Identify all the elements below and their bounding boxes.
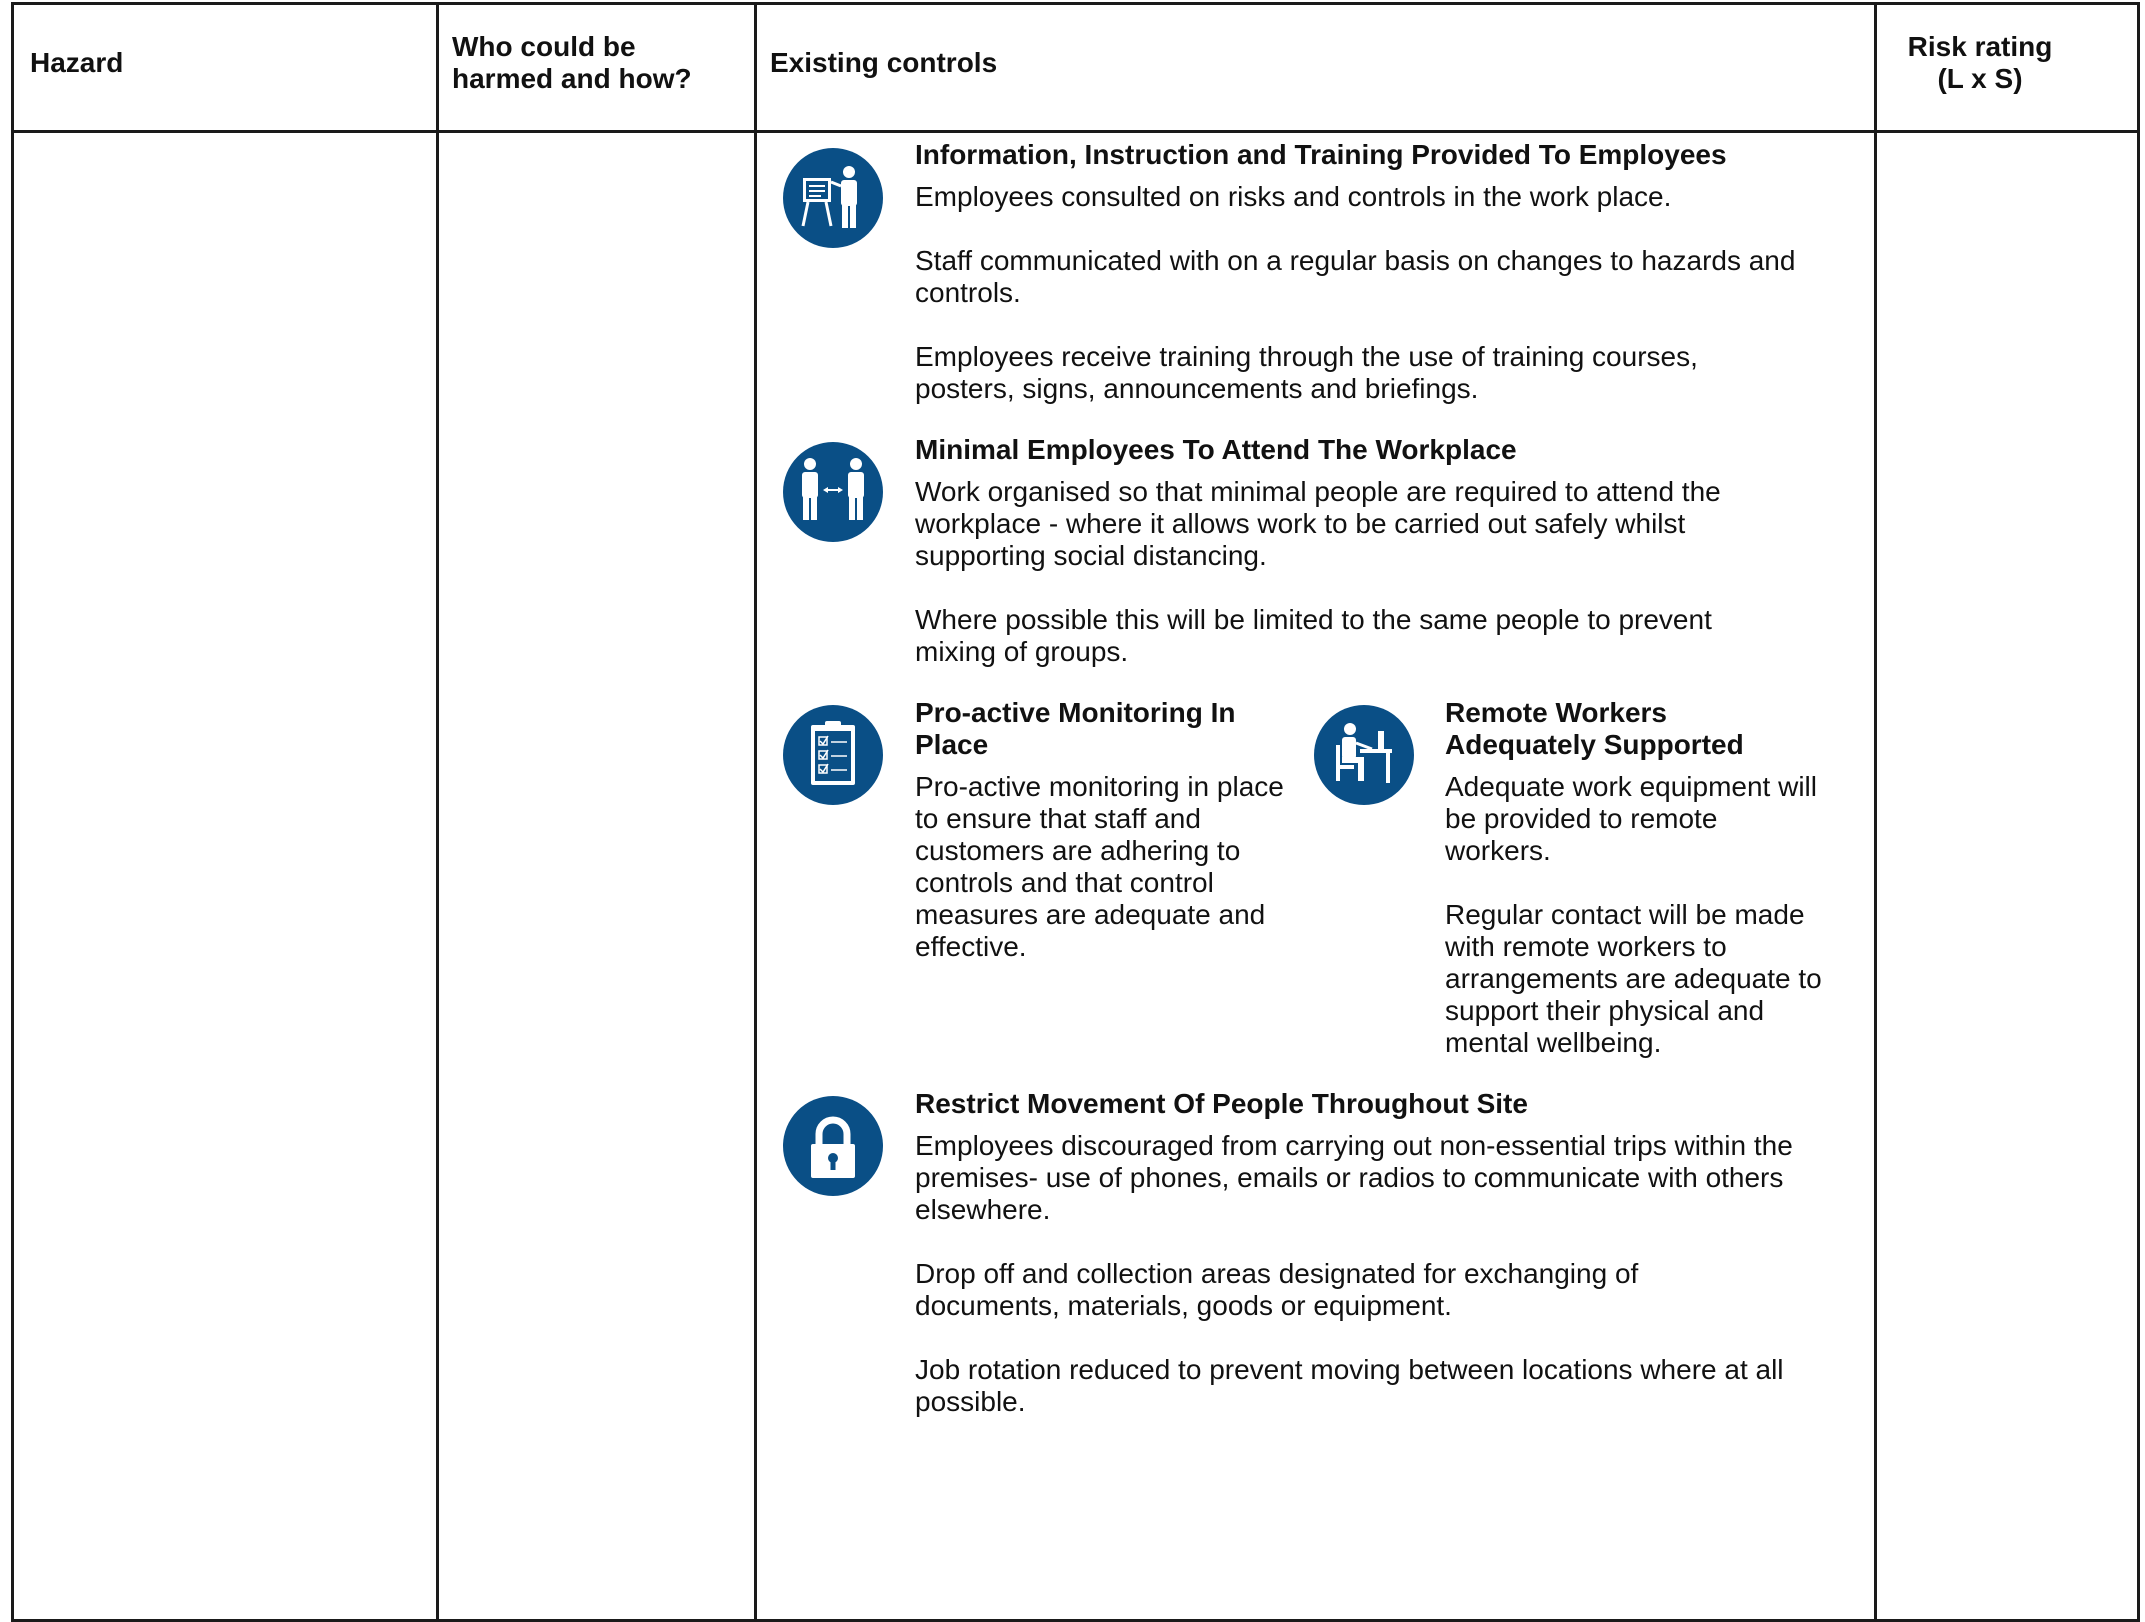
- social-distancing-icon: [783, 442, 883, 542]
- control-title-training: Information, Instruction and Training Provided To Employees: [915, 139, 1727, 170]
- header-hazard: Hazard: [30, 47, 124, 78]
- header-who-harmed: Who could be harmed and how?: [452, 31, 692, 94]
- control-text-minimal-1: Work organised so that minimal people are required to attend the workplace - where it allows work to be carried out safely whilst supporting social distancing.: [915, 476, 1721, 571]
- control-text-training-2: Staff communicated with on a regular basis on changes to hazards and controls.: [915, 245, 1796, 308]
- control-text-restrict-1: Employees discouraged from carrying out non-essential trips within the premises- use of phones, emails or radios to communicate with others elsewhere.: [915, 1130, 1793, 1225]
- control-title-remote: Remote Workers Adequately Supported: [1445, 697, 1744, 760]
- table-header-row: [14, 5, 2137, 133]
- clipboard-checklist-icon: [783, 705, 883, 805]
- training-presentation-icon: [783, 148, 883, 248]
- control-title-restrict: Restrict Movement Of People Throughout Site: [915, 1088, 1528, 1119]
- header-existing-controls: Existing controls: [770, 47, 998, 78]
- control-text-restrict-2: Drop off and collection areas designated for exchanging of documents, materials, goods or equipment.: [915, 1258, 1639, 1321]
- remote-worker-desk-icon: [1314, 705, 1414, 805]
- header-risk-rating: [1860, 31, 2100, 95]
- header-risk-rating-label: Risk rating: [1907, 31, 2053, 62]
- control-title-minimal: Minimal Employees To Attend The Workplace: [915, 434, 1517, 465]
- control-text-minimal-2: Where possible this will be limited to the same people to prevent mixing of groups.: [915, 604, 1712, 667]
- control-text-monitoring-1: Pro-active monitoring in place to ensure that staff and customers are adhering to controls and that control measures are adequate and effective.: [915, 771, 1284, 962]
- control-text-remote-2: Regular contact will be made with remote workers to arrangements are adequate to support their physical and mental wellbeing.: [1445, 899, 1822, 1058]
- padlock-icon: [783, 1096, 883, 1196]
- control-text-training-1: Employees consulted on risks and controls in the work place.: [915, 181, 1672, 212]
- control-title-monitoring: Pro-active Monitoring In Place: [915, 697, 1236, 760]
- header-risk-rating-formula: (L x S): [1937, 63, 2023, 94]
- column-divider: [754, 5, 757, 1619]
- column-divider: [1874, 5, 1877, 1619]
- column-divider: [436, 5, 439, 1619]
- control-text-remote-1: Adequate work equipment will be provided to remote workers.: [1445, 771, 1817, 866]
- control-text-training-3: Employees receive training through the use of training courses, posters, signs, announcements and briefings.: [915, 341, 1698, 404]
- control-text-restrict-3: Job rotation reduced to prevent moving between locations where at all possible.: [915, 1354, 1784, 1417]
